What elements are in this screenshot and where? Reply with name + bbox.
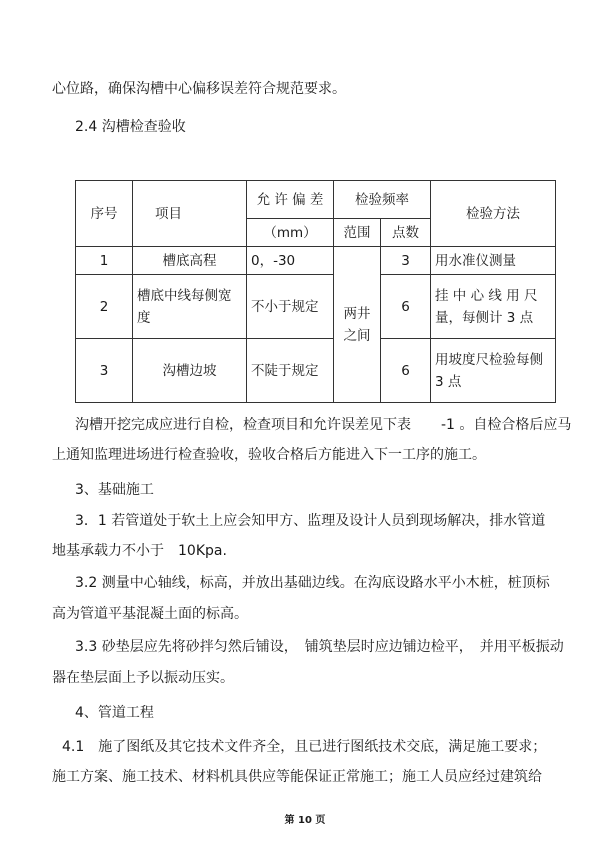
page-number: 第 10 页 <box>284 815 326 826</box>
row-method: 挂 中 心 线 用 尺 量，每侧计 3 点 <box>431 275 556 339</box>
header-no: 序号 <box>76 181 133 247</box>
row-item: 槽底中线每侧宽度 <box>133 275 247 339</box>
body-line: 高为管道平基混凝土面的标高。 <box>52 606 248 622</box>
body-text: 沟槽开挖完成应进行自检，检查项目和允许误差见下表 <box>75 417 411 433</box>
body-line: 3．1 若管道处于软土上应会知甲方、监理及设计人员到现场解决，排水管道 <box>75 513 546 529</box>
body-line: 地基承载力不小于 10Kpa. <box>52 543 227 559</box>
row-points: 6 <box>381 275 431 339</box>
row-no: 1 <box>76 247 133 275</box>
row-item: 槽底高程 <box>133 247 247 275</box>
inspection-table <box>75 180 556 403</box>
row-range: 两井之间 <box>334 247 381 403</box>
body-line: 3.3 砂垫层应先将砂拌匀然后铺设， 铺筑垫层时应边铺边检平， 并用平板振动 <box>75 639 564 655</box>
row-points: 3 <box>381 247 431 275</box>
row-method: 用坡度尺检验每侧 3 点 <box>431 339 556 403</box>
body-line: 上通知监理进场进行检查验收，验收合格后方能进入下一工序的施工。 <box>52 447 486 463</box>
row-method: 用水准仪测量 <box>431 247 556 275</box>
section-heading-2-4: 2.4 沟槽检查验收 <box>75 119 186 135</box>
row-no: 3 <box>76 339 133 403</box>
body-line: 器在垫层面上予以振动压实。 <box>52 670 234 686</box>
table-row <box>76 339 556 403</box>
header-points: 点数 <box>381 219 431 247</box>
table-row <box>76 275 556 339</box>
row-no: 2 <box>76 275 133 339</box>
row-item: 沟槽边坡 <box>133 339 247 403</box>
body-text: -1 。自检合格后应马 <box>441 417 572 433</box>
row-tolerance: 不陡于规定 <box>247 339 334 403</box>
section-heading-4: 4、管道工程 <box>75 705 154 721</box>
section-heading-3: 3、基础施工 <box>75 482 154 498</box>
header-range: 范围 <box>334 219 381 247</box>
header-method: 检验方法 <box>431 181 556 247</box>
row-tolerance: 不小于规定 <box>247 275 334 339</box>
row-tolerance: 0，-30 <box>247 247 334 275</box>
table-row <box>76 247 556 275</box>
body-line: 4.1 施了图纸及其它技术文件齐全，且已进行图纸技术交底，满足施工要求； <box>62 739 547 755</box>
body-line: 施工方案、施工技术、材料机具供应等能保证正常施工；施工人员应经过建筑给 <box>52 769 542 785</box>
header-item: 项目 <box>133 181 247 247</box>
header-frequency: 检验频率 <box>334 181 431 219</box>
header-tolerance-unit: （mm） <box>247 219 334 247</box>
body-line: 3.2 测量中心轴线，标高，并放出基础边线。在沟底设路水平小木桩，桩顶标 <box>75 575 550 591</box>
header-tolerance: 允 许 偏 差 <box>247 181 334 219</box>
row-points: 6 <box>381 339 431 403</box>
body-line <box>75 416 571 434</box>
body-line: 心位路，确保沟槽中心偏移误差符合规范要求。 <box>52 81 346 97</box>
